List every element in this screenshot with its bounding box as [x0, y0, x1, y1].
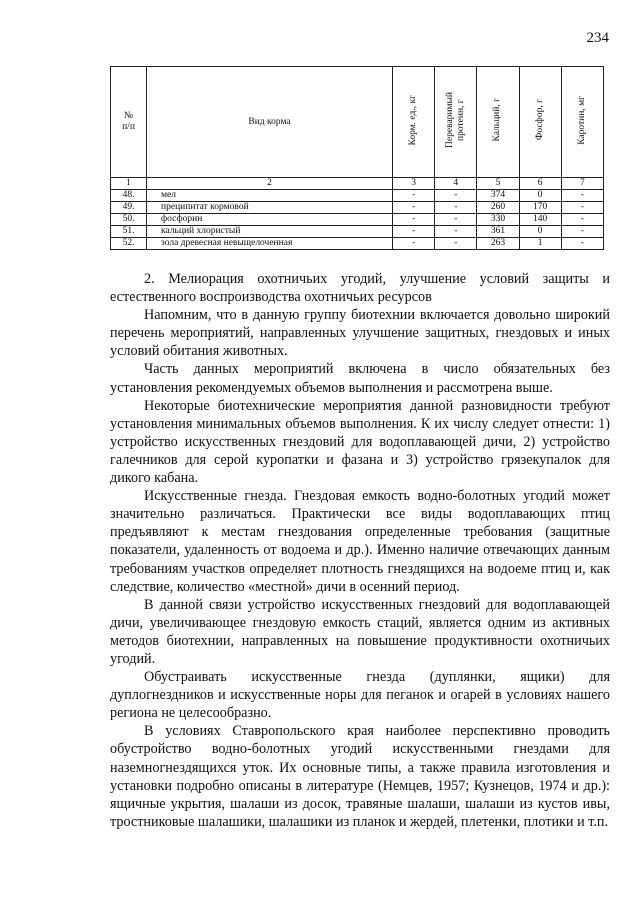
table-row — [111, 226, 604, 238]
column-number-row — [111, 178, 604, 190]
row-carotene: - — [561, 202, 603, 214]
column-number: 6 — [519, 178, 561, 190]
table-row — [111, 238, 604, 250]
row-feed-name: преципитат кормовой — [147, 202, 393, 214]
header-carotene: Каротин, мг — [561, 67, 603, 178]
row-carotene: - — [561, 190, 603, 202]
body-text — [110, 270, 610, 831]
paragraph: Обустраивать искусственные гнезда (дуплянки, ящики) для дуплогнездников и искусственные норы для пеганок и огарей в условиях нашего региона не целесообразно. — [110, 669, 610, 722]
paragraph: В данной связи устройство искусственных гнездовий для водоплавающей дичи, увеличивающее гнездовую емкость стаций, является одним из активных методов биотехнии, направленных на повышение продуктивности охотничьих угодий. — [110, 596, 610, 667]
feed-composition-table — [110, 66, 604, 250]
row-carotene: - — [561, 238, 603, 250]
row-num: 51. — [111, 226, 147, 238]
column-number: 5 — [477, 178, 519, 190]
paragraph: В условиях Ставропольского края наиболее перспективно проводить обустройство водно-болотных угодий искусственными гнездами для наземногнездящихся уток. Их основные типы, а также правила изготовления и установки подробно описаны в литературе (Немцев, 1957; Кузнецов, 1974 и др.): ящичные укрытия, шалаши из досок, травяные шалаши, шалаши из кустов ивы, тростниковые шалашики, шалашики из планок и жердей, плетенки, плотики и т.п. — [110, 723, 610, 830]
paragraph: Некоторые биотехнические мероприятия данной разновидности требуют установления минимальных объемов выполнения. К их числу следует отнести: 1) устройство искусственных гнездовий для водоплавающей дичи, 2) устройство галечников для серой куропатки и фазана и 3) устройство грязекупалок для дикого кабана. — [110, 397, 610, 487]
row-calcium: 330 — [477, 214, 519, 226]
row-feed-units: - — [393, 202, 435, 214]
row-feed-name: мел — [147, 190, 393, 202]
column-number: 2 — [147, 178, 393, 190]
row-protein: - — [435, 238, 477, 250]
row-protein: - — [435, 226, 477, 238]
row-phosphorus: 140 — [519, 214, 561, 226]
column-number: 4 — [435, 178, 477, 190]
row-protein: - — [435, 214, 477, 226]
row-carotene: - — [561, 226, 603, 238]
page-number: 234 — [586, 30, 609, 46]
row-feed-name: зола древесная невыщелоченная — [147, 238, 393, 250]
row-feed-units: - — [393, 190, 435, 202]
paragraph: Искусственные гнезда. Гнездовая емкость водно-болотных угодий может значительно различаться. Практически все виды водоплавающих птиц предъявляют к местам гнездования определенные требования (защитные показатели, удаленность от водоема и др.). Именно наличие отвечающих данным требованиям участков определяет плотность гнездящихся на водоеме птиц и, как следствие, количество «местной» дичи в осенний период. — [110, 488, 610, 595]
column-number: 7 — [561, 178, 603, 190]
row-phosphorus: 0 — [519, 190, 561, 202]
header-feed-type: Вид корма — [147, 67, 393, 178]
row-calcium: 263 — [477, 238, 519, 250]
header-feed-units: Корм. ед., кг — [393, 67, 435, 178]
row-feed-units: - — [393, 214, 435, 226]
table-header-row — [111, 67, 604, 178]
row-feed-name: кальций хлористый — [147, 226, 393, 238]
table-row — [111, 190, 604, 202]
row-feed-units: - — [393, 238, 435, 250]
column-number: 3 — [393, 178, 435, 190]
row-num: 52. — [111, 238, 147, 250]
row-calcium: 260 — [477, 202, 519, 214]
header-calcium: Кальций, г — [477, 67, 519, 178]
paragraph: Часть данных мероприятий включена в число обязательных без установления рекомендуемых объемов выполнения и рассмотрена выше. — [110, 361, 610, 396]
paragraph: Напомним, что в данную группу биотехнии включается довольно широкий перечень мероприятий, направленных улучшение защитных, гнездовых и иных условий обитания животных. — [110, 307, 610, 360]
row-num: 50. — [111, 214, 147, 226]
row-protein: - — [435, 190, 477, 202]
row-feed-units: - — [393, 226, 435, 238]
table-row — [111, 202, 604, 214]
row-calcium: 374 — [477, 190, 519, 202]
row-feed-name: фосфорин — [147, 214, 393, 226]
row-num: 49. — [111, 202, 147, 214]
header-protein: Переваримый протеин, г — [435, 67, 477, 178]
row-calcium: 361 — [477, 226, 519, 238]
row-phosphorus: 0 — [519, 226, 561, 238]
header-num: № п/п — [111, 67, 147, 178]
section-heading: 2. Мелиорация охотничьих угодий, улучшение условий защиты и естественного воспроизводства охотничьих ресурсов — [110, 271, 610, 306]
column-number: 1 — [111, 178, 147, 190]
row-carotene: - — [561, 214, 603, 226]
header-phosphorus: Фосфор, г — [519, 67, 561, 178]
table-row — [111, 214, 604, 226]
row-protein: - — [435, 202, 477, 214]
row-phosphorus: 170 — [519, 202, 561, 214]
row-num: 48. — [111, 190, 147, 202]
row-phosphorus: 1 — [519, 238, 561, 250]
